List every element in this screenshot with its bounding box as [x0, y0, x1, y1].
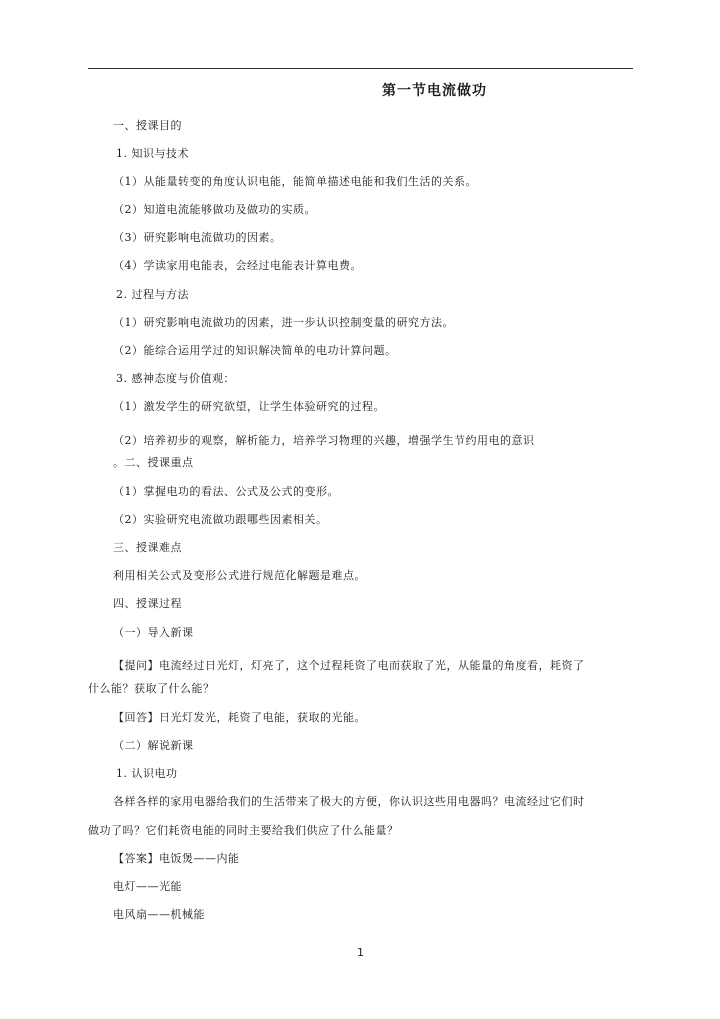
text-line: 一、授课目的	[113, 119, 182, 132]
text-line: 。二、授课重点	[113, 456, 194, 469]
text-line: 各样各样的家用电器给我们的生活带来了极大的方便，你认识这些用电器吗？电流经过它们时	[113, 795, 585, 808]
text-line: （4）学读家用电能表，会经过电能表计算电费。	[113, 259, 362, 272]
text-line: 【答案】电饭煲——内能	[113, 852, 240, 865]
text-line: 1. 认识电功	[116, 767, 178, 780]
text-line: （2）知道电流能够做功及做功的实质。	[113, 203, 316, 216]
page-number: 1	[357, 946, 364, 959]
text-line: （二）解说新课	[113, 739, 194, 752]
text-line: 什么能？获取了什么能？	[88, 682, 215, 695]
text-line: 四、授课过程	[113, 597, 182, 610]
text-line: 利用相关公式及变形公式进行规范化解题是难点。	[113, 569, 366, 582]
text-line: 电风扇——机械能	[113, 908, 205, 921]
text-line: 3. 感神态度与价值观：	[116, 372, 235, 385]
text-line: 【回答】日光灯发光，耗资了电能，获取的光能。	[113, 711, 366, 724]
text-line: 电灯——光能	[113, 880, 182, 893]
header-rule	[88, 68, 633, 69]
text-line: 三、授课难点	[113, 541, 182, 554]
text-line: （1）研究影响电流做功的因素，进一步认识控制变量的研究方法。	[113, 316, 454, 329]
text-line: （1）激发学生的研究欲望，让学生体验研究的过程。	[113, 400, 385, 413]
text-line: 【提问】电流经过日光灯，灯亮了，这个过程耗资了电而获取了光，从能量的角度看，耗资了	[113, 659, 585, 672]
text-line: （2）实验研究电流做功跟哪些因素相关。	[113, 513, 328, 526]
text-line: 2. 过程与方法	[116, 288, 189, 301]
page-title: 第一节电流做功	[382, 83, 487, 99]
text-line: （3）研究影响电流做功的因素。	[113, 231, 282, 244]
text-line: （2）能综合运用学过的知识解决简单的电功计算问题。	[113, 344, 397, 357]
text-line: （1）掌握电功的看法、公式及公式的变形。	[113, 485, 339, 498]
text-line: （1）从能量转变的角度认识电能，能简单描述电能和我们生活的关系。	[113, 175, 477, 188]
text-line: （一）导入新课	[113, 626, 194, 639]
text-line: （2）培养初步的观察，解析能力，培养学习物理的兴趣，增强学生节约用电的意识	[113, 434, 535, 447]
text-line: 做功了吗？它们耗资电能的同时主要给我们供应了什么能量？	[88, 824, 399, 837]
text-line: 1. 知识与技术	[116, 147, 189, 160]
